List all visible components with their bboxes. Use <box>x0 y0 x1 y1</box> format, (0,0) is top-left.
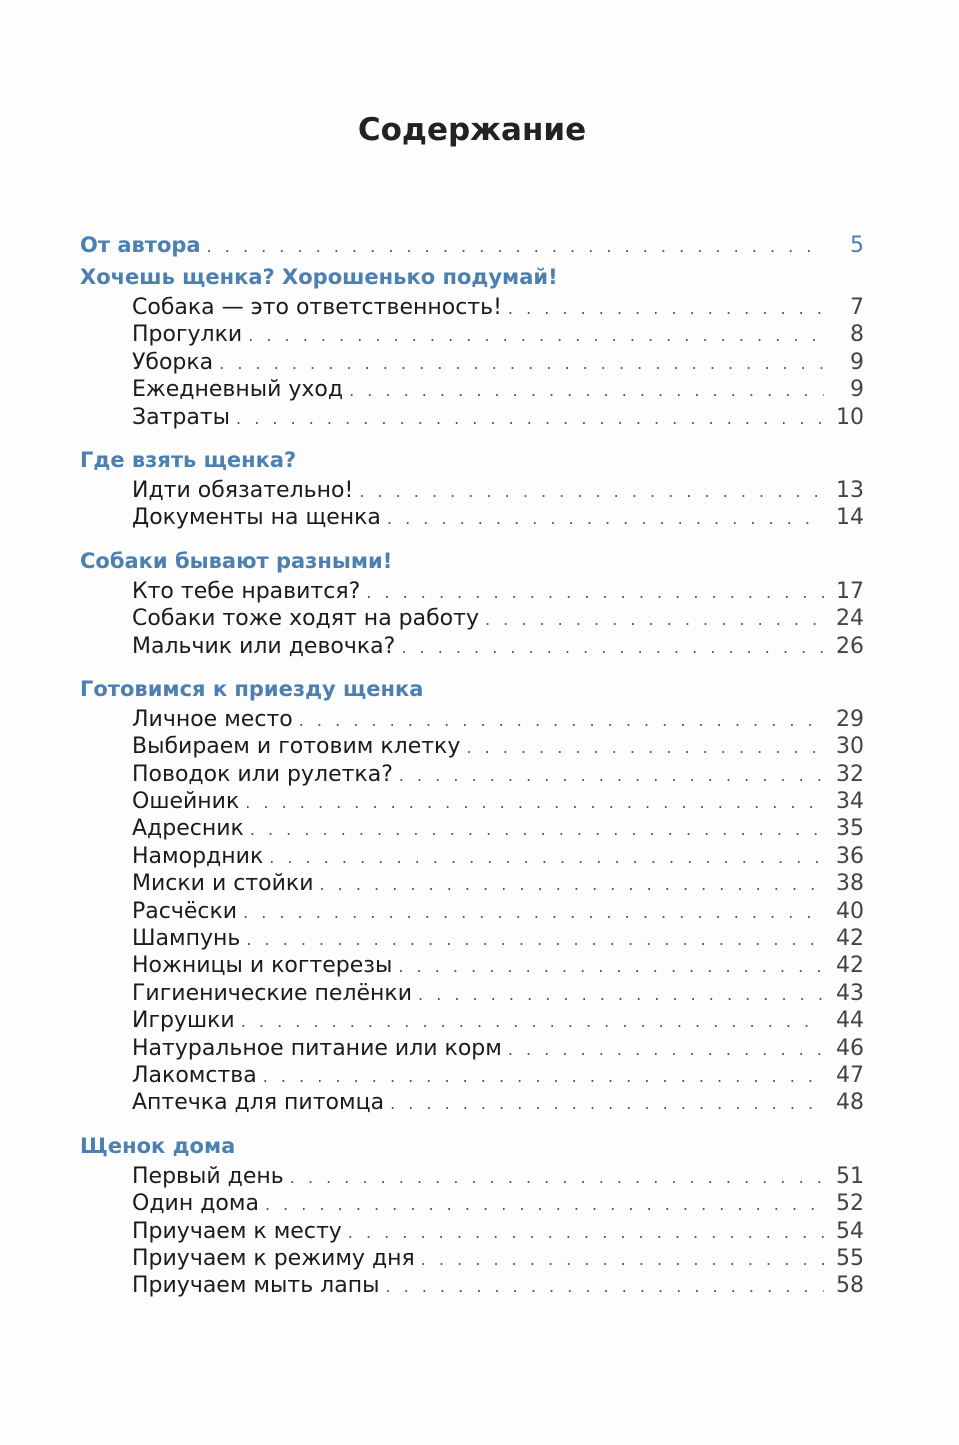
dot-leader <box>243 899 824 926</box>
toc-entry-label: От автора <box>80 233 201 257</box>
toc-entry <box>80 1190 864 1217</box>
toc-section-heading <box>80 260 864 294</box>
toc-entry-label: Натуральное питание или корм <box>132 1035 502 1061</box>
toc-entry-label: Идти обязательно! <box>132 477 354 503</box>
toc-section-heading <box>80 544 864 578</box>
toc-entry-label: Прогулки <box>132 322 243 348</box>
section-heading-label: Собаки бывают разными! <box>80 548 393 573</box>
toc-page-number: 34 <box>836 789 864 815</box>
toc-entry <box>80 1218 864 1245</box>
toc-page-number: 9 <box>850 349 864 375</box>
toc-entry-label: Мальчик или девочка? <box>132 633 396 659</box>
dot-leader <box>269 844 824 871</box>
toc-entry <box>80 706 864 733</box>
dot-leader <box>248 322 824 349</box>
toc-page-number: 46 <box>836 1035 864 1061</box>
toc-entry-label: Ошейник <box>132 789 240 815</box>
toc-page-number: 55 <box>836 1245 864 1271</box>
toc-page-number: 35 <box>836 816 864 842</box>
toc-page-number: 42 <box>836 926 864 952</box>
dot-leader <box>241 1008 824 1035</box>
dot-leader <box>421 1246 824 1273</box>
toc-entry-label: Кто тебе нравится? <box>132 578 361 604</box>
dot-leader <box>385 1273 824 1300</box>
toc-entry <box>80 578 864 605</box>
toc-entry-label: Аптечка для питомца <box>132 1090 385 1116</box>
toc-sections <box>80 260 864 1300</box>
toc-entry <box>80 815 864 842</box>
toc-entry-label: Лакомства <box>132 1062 257 1088</box>
dot-leader <box>207 232 824 262</box>
dot-leader <box>348 1219 824 1246</box>
toc-entry-label: Собаки тоже ходят на работу <box>132 606 479 632</box>
section-heading-label: Хочешь щенка? Хорошенько подумай! <box>80 265 558 289</box>
toc-page-number: 38 <box>836 871 864 897</box>
toc-page-number: 44 <box>836 1008 864 1034</box>
toc-entry-label: Миски и стойки <box>132 871 314 897</box>
toc-entry-label: Приучаем к режиму дня <box>132 1245 415 1271</box>
toc-entry <box>80 788 864 815</box>
page-title: Содержание <box>357 112 587 148</box>
toc-entry <box>80 404 864 431</box>
toc-entry <box>80 1062 864 1089</box>
dot-leader <box>508 1036 824 1063</box>
toc-page-number: 9 <box>850 377 864 403</box>
toc-entry-preface <box>80 230 864 260</box>
dot-leader <box>245 789 824 816</box>
toc-page-number: 48 <box>836 1090 864 1116</box>
toc-page-number: 36 <box>836 843 864 869</box>
toc-entry <box>80 843 864 870</box>
toc-entry <box>80 1089 864 1116</box>
toc-page-number: 42 <box>836 953 864 979</box>
toc-entry <box>80 349 864 376</box>
toc-page-number: 58 <box>836 1273 864 1299</box>
dot-leader <box>349 377 824 404</box>
toc-page-number: 32 <box>836 761 864 787</box>
toc-entry <box>80 504 864 531</box>
toc-entry-label: Первый день <box>132 1163 284 1189</box>
dot-leader <box>299 707 824 734</box>
toc-entry-label: Шампунь <box>132 926 241 952</box>
dot-leader <box>290 1164 824 1191</box>
toc-entry-label: Игрушки <box>132 1008 235 1034</box>
toc-page-number: 24 <box>836 606 864 632</box>
toc-page-number: 54 <box>836 1218 864 1244</box>
dot-leader <box>366 579 824 606</box>
toc-page-number: 7 <box>850 295 864 320</box>
section-heading-label: Щенок дома <box>80 1133 236 1158</box>
dot-leader <box>387 505 824 532</box>
toc-page-number: 13 <box>836 477 864 503</box>
toc-entry <box>80 733 864 760</box>
dot-leader <box>246 926 824 953</box>
toc-section-heading <box>80 672 864 706</box>
dot-leader <box>236 405 824 432</box>
dot-leader <box>485 606 824 633</box>
toc-entry-label: Приучаем мыть лапы <box>132 1273 380 1299</box>
toc-entry <box>80 633 864 660</box>
toc-entry-label: Затраты <box>132 404 231 430</box>
dot-leader <box>359 478 824 505</box>
toc-entry <box>80 980 864 1007</box>
toc-entry <box>80 294 864 321</box>
toc-entry-label: Собака — это ответственность! <box>132 295 502 320</box>
toc-entry-label: Ножницы и когтерезы <box>132 953 393 979</box>
toc-entry <box>80 477 864 504</box>
toc-entry <box>80 1163 864 1190</box>
toc-page-number: 17 <box>836 578 864 604</box>
toc-entry-label: Один дома <box>132 1191 259 1217</box>
toc-entry <box>80 605 864 632</box>
toc-entry <box>80 898 864 925</box>
toc-entry <box>80 376 864 403</box>
toc-entry-label: Уборка <box>132 349 214 375</box>
toc-entry <box>80 1007 864 1034</box>
section-heading-label: Готовимся к приезду щенка <box>80 676 424 701</box>
toc-entry-label: Расчёски <box>132 898 238 924</box>
dot-leader <box>219 350 824 377</box>
dot-leader <box>466 734 824 761</box>
dot-leader <box>398 953 824 980</box>
toc-section-heading <box>80 1129 864 1163</box>
dot-leader <box>320 871 825 898</box>
dot-leader <box>401 634 824 661</box>
toc-page-number: 5 <box>850 233 864 258</box>
toc-entry <box>80 1035 864 1062</box>
toc-section-heading <box>80 443 864 477</box>
toc-entry-label: Поводок или рулетка? <box>132 761 393 787</box>
toc-page-number: 52 <box>836 1191 864 1217</box>
toc-entry <box>80 925 864 952</box>
toc-entry-label: Выбираем и готовим клетку <box>132 734 461 760</box>
toc-entry <box>80 952 864 979</box>
toc-page-number: 51 <box>836 1163 864 1189</box>
toc-page-number: 29 <box>836 706 864 732</box>
toc-entry-label: Ежедневный уход <box>132 377 344 403</box>
dot-leader <box>265 1191 824 1218</box>
dot-leader <box>508 295 824 322</box>
toc-entry-label: Приучаем к месту <box>132 1218 342 1244</box>
toc-page-number: 14 <box>836 505 864 531</box>
dot-leader <box>263 1063 824 1090</box>
toc-entry-label: Адресник <box>132 816 244 842</box>
toc-entry <box>80 1272 864 1299</box>
section-heading-label: Где взять щенка? <box>80 447 297 472</box>
toc-entry-label: Намордник <box>132 843 264 869</box>
toc-entry-label: Личное место <box>132 706 293 732</box>
toc-page-number: 26 <box>836 633 864 659</box>
toc-entry <box>80 870 864 897</box>
toc-page-number: 10 <box>836 404 864 430</box>
toc-page-number: 40 <box>836 898 864 924</box>
toc-entry-label: Документы на щенка <box>132 505 381 531</box>
table-of-contents <box>80 230 864 1300</box>
dot-leader <box>399 762 824 789</box>
toc-page-number: 30 <box>836 734 864 760</box>
toc-entry <box>80 761 864 788</box>
toc-entry-label: Гигиенические пелёнки <box>132 980 413 1006</box>
dot-leader <box>418 981 824 1008</box>
toc-entry <box>80 321 864 348</box>
dot-leader <box>250 816 824 843</box>
toc-page-number: 43 <box>836 980 864 1006</box>
toc-page-number: 8 <box>850 322 864 348</box>
dot-leader <box>390 1090 824 1117</box>
toc-page-number: 47 <box>836 1062 864 1088</box>
toc-entry <box>80 1245 864 1272</box>
